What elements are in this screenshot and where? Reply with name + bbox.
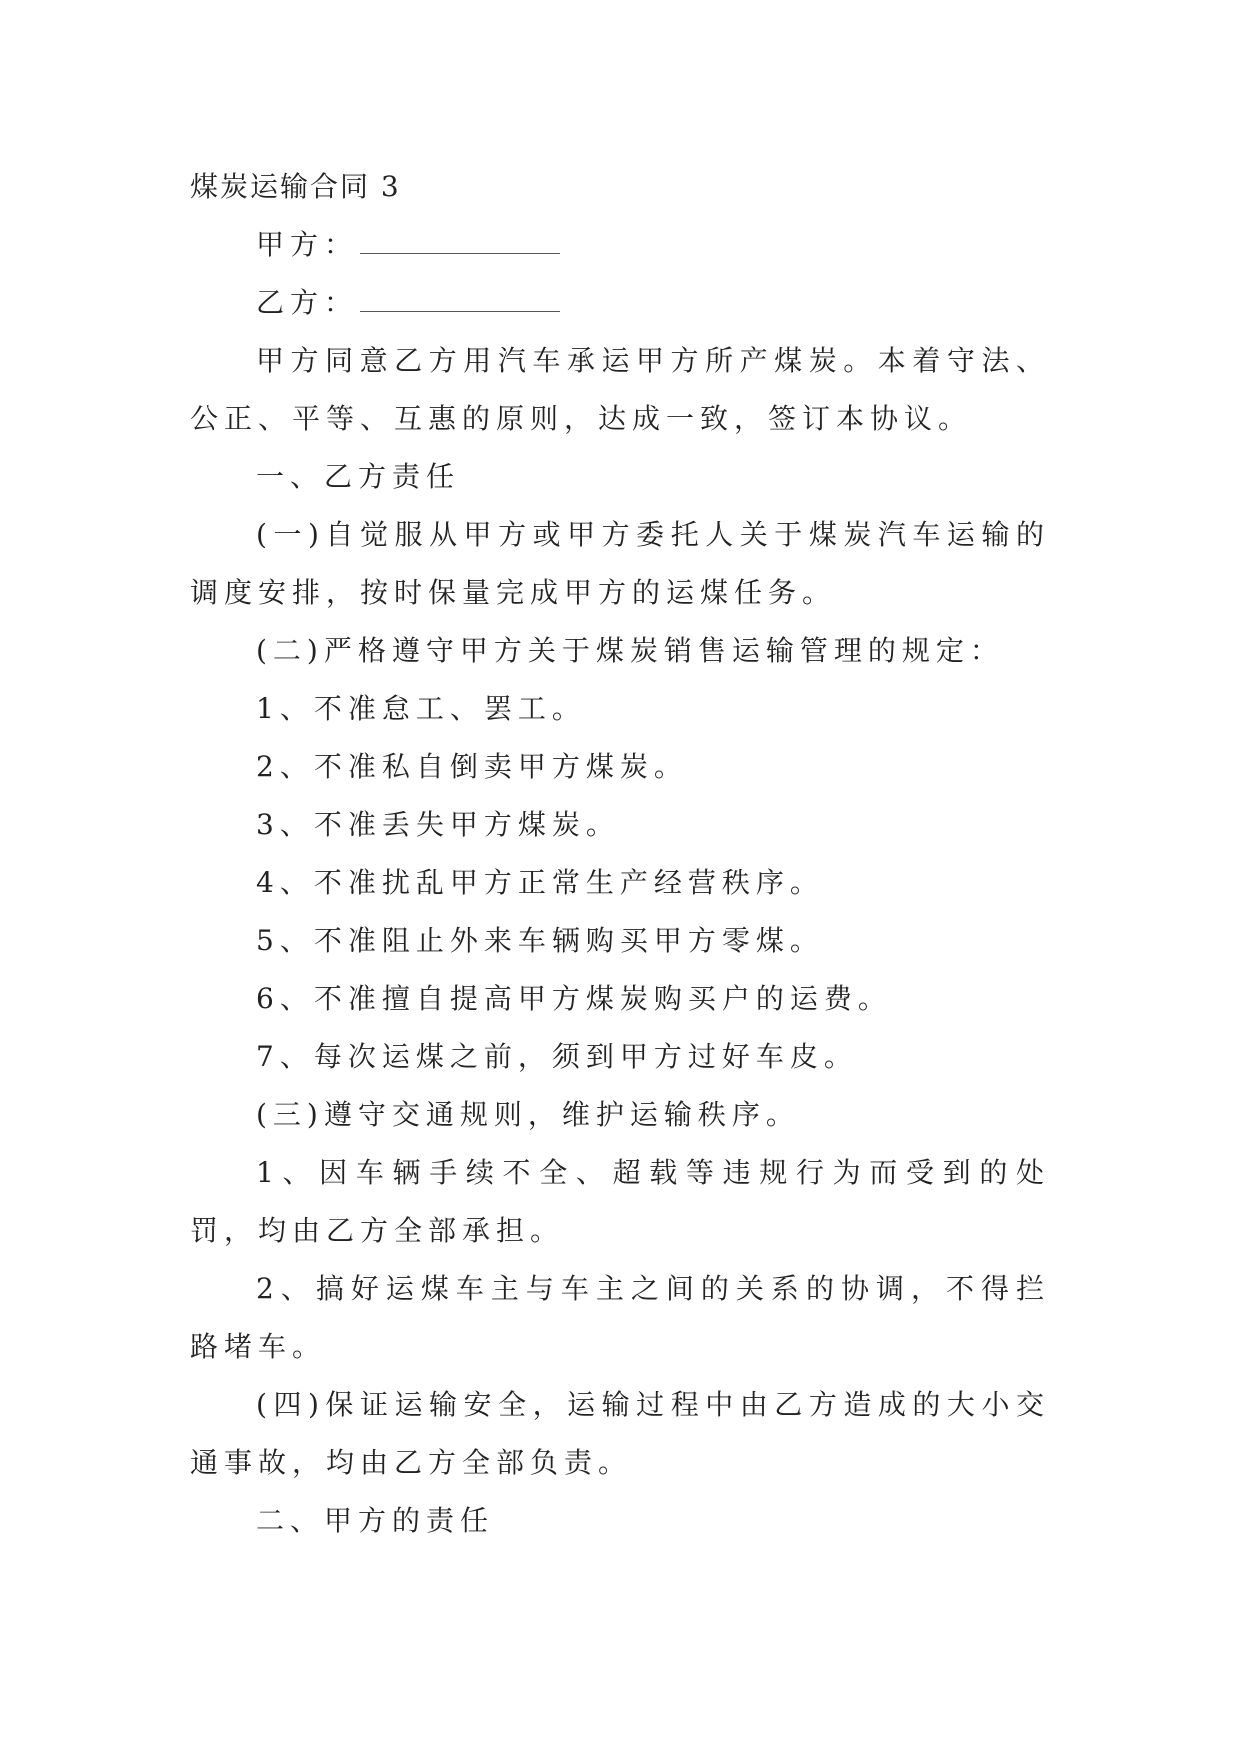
section-heading-2: 二、甲方的责任: [256, 1504, 495, 1537]
party-a-blank: [360, 225, 560, 254]
traffic-item-2: 2、搞好运煤车主与车主之间的关系的协调，不得拦路堵车。: [190, 1272, 1050, 1363]
rule-item-7: 7、每次运煤之前，须到甲方过好车皮。: [256, 1040, 858, 1073]
party-b-line: [190, 274, 1050, 332]
rule-item-1: 1、不准怠工、罢工。: [256, 692, 586, 725]
clause-1-1: (一)自觉服从甲方或甲方委托人关于煤炭汽车运输的调度安排，按时保量完成甲方的运煤任务。: [190, 518, 1050, 609]
clause-1-4: (四)保证运输安全，运输过程中由乙方造成的大小交通事故，均由乙方全部负责。: [190, 1388, 1050, 1479]
party-b-blank: [360, 283, 560, 312]
party-b-label: 乙方：: [256, 286, 359, 319]
document-title: 煤炭运输合同 3: [190, 170, 401, 203]
rule-item-6: 6、不准擅自提高甲方煤炭购买户的运费。: [256, 982, 892, 1015]
traffic-item-1: 1、因车辆手续不全、超载等违规行为而受到的处罚，均由乙方全部承担。: [190, 1156, 1050, 1247]
rule-item-5: 5、不准阻止外来车辆购买甲方零煤。: [256, 924, 824, 957]
section-heading-1: 一、乙方责任: [256, 460, 461, 493]
clause-1-3: (三)遵守交通规则，维护运输秩序。: [256, 1098, 800, 1131]
rule-item-2: 2、不准私自倒卖甲方煤炭。: [256, 750, 688, 783]
paragraph-intro: 甲方同意乙方用汽车承运甲方所产煤炭。本着守法、公正、平等、互惠的原则，达成一致，签订本协议。: [190, 344, 1050, 435]
document-body: [190, 158, 1050, 1550]
rule-item-4: 4、不准扰乱甲方正常生产经营秩序。: [256, 866, 824, 899]
rule-item-3: 3、不准丢失甲方煤炭。: [256, 808, 620, 841]
party-a-line: [190, 216, 1050, 274]
party-a-label: 甲方：: [256, 228, 359, 261]
clause-1-2: (二)严格遵守甲方关于煤炭销售运输管理的规定：: [256, 634, 1004, 667]
